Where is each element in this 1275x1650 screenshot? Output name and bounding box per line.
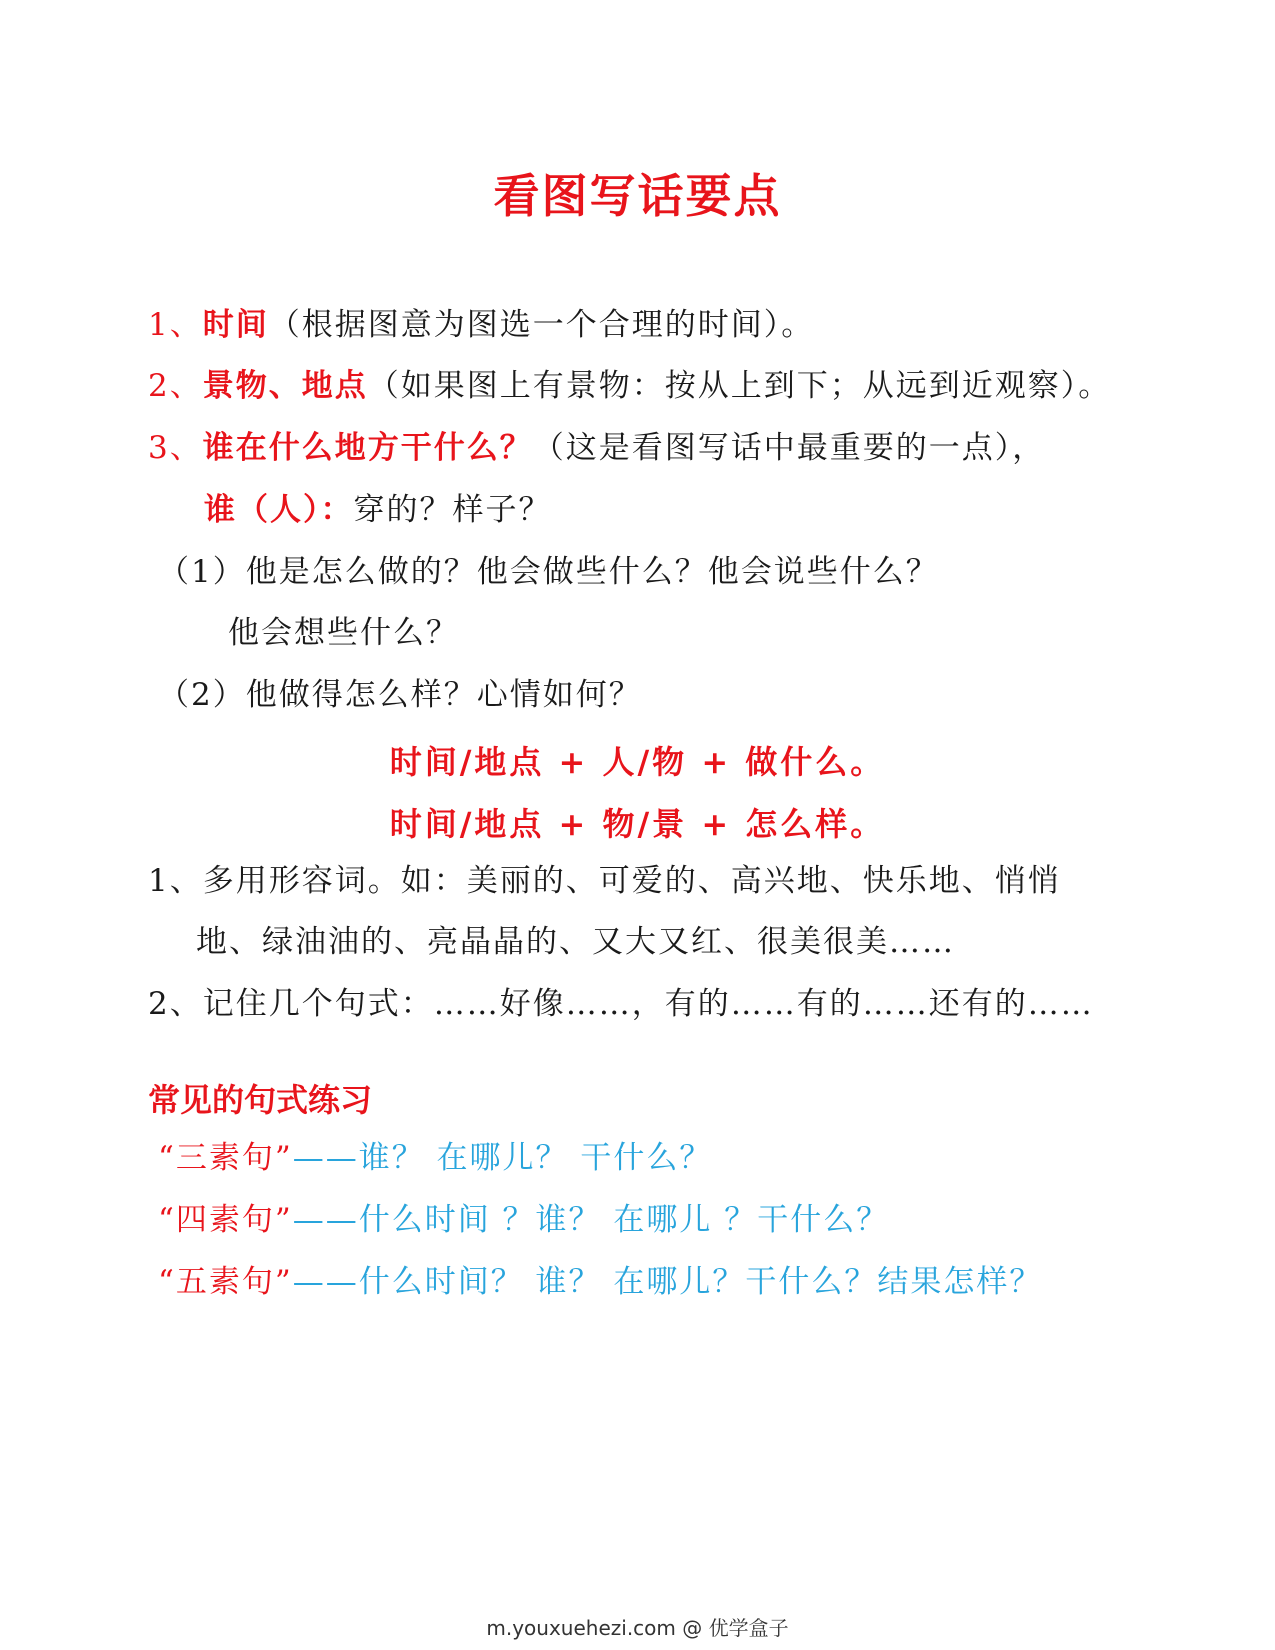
sub-item-1-continued: 他会想些什么？ (228, 615, 459, 651)
formula-1: 时间/地点 + 人/物 + 做什么。 (389, 743, 886, 781)
point-2-number: 2、 (148, 368, 203, 404)
practice-item-description: 谁？ 在哪儿？ 干什么？ (358, 1140, 713, 1176)
practice-item-label: “五素句” (158, 1264, 293, 1300)
practice-item-dash: —— (292, 1202, 359, 1238)
point-3-number: 3、 (148, 430, 203, 466)
tip-1: 1、多用形容词。如：美丽的、可爱的、高兴地、快乐地、悄悄 (148, 863, 1061, 899)
point-1-number: 1、 (148, 307, 203, 343)
practice-item-label: “三素句” (158, 1140, 293, 1176)
tip-2: 2、记住几个句式：……好像……，有的……有的……还有的…… (148, 986, 1094, 1022)
who-description: 穿的？样子？ (353, 492, 552, 528)
point-2 (148, 366, 1111, 406)
sub-item-1: （1）他是怎么做的？他会做些什么？他会说些什么？ (158, 554, 939, 590)
who-line (204, 490, 552, 530)
page-title: 看图写话要点 (493, 169, 782, 223)
practice-item-label: “四素句” (158, 1202, 293, 1238)
who-keyword: 谁（人） (204, 492, 321, 528)
practice-item-dash: —— (292, 1140, 359, 1176)
footer-watermark: m.youxuehezi.com @ 优学盒子 (486, 1616, 789, 1640)
who-colon: ： (320, 492, 354, 528)
point-2-description: （如果图上有景物：按从上到下；从远到近观察）。 (367, 368, 1112, 404)
point-3-description: （这是看图写话中最重要的一点）， (532, 430, 1046, 466)
point-1 (148, 305, 814, 345)
point-1-keyword: 时间 (202, 307, 269, 343)
point-1-description: （根据图意为图选一个合理的时间）。 (268, 307, 815, 343)
practice-item-description: 什么时间？ 谁？ 在哪儿？干什么？结果怎样？ (358, 1264, 1043, 1300)
practice-item (158, 1200, 889, 1240)
sub-item-2: （2）他做得怎么样？心情如何？ (158, 677, 642, 713)
practice-item (158, 1262, 1042, 1302)
tip-1-continued: 地、绿油油的、亮晶晶的、又大又红、很美很美…… (196, 924, 955, 960)
practice-item (158, 1138, 712, 1178)
formula-2: 时间/地点 + 物/景 + 怎么样。 (389, 805, 886, 843)
practice-heading: 常见的句式练习 (148, 1081, 373, 1119)
practice-item-dash: —— (292, 1264, 359, 1300)
point-2-keyword: 景物、地点 (202, 368, 368, 404)
practice-item-description: 什么时间 ？谁？ 在哪儿 ？干什么？ (358, 1202, 890, 1238)
point-3 (148, 428, 1045, 468)
point-3-keyword: 谁在什么地方干什么？ (202, 430, 533, 466)
